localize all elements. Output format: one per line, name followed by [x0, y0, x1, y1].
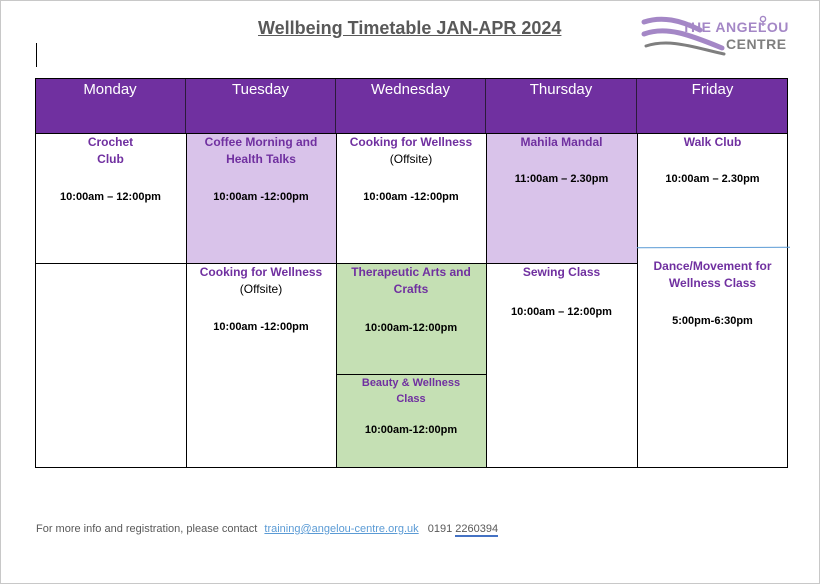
angelou-centre-logo [640, 14, 790, 58]
session-cooking-for-wellness-wed [336, 133, 486, 263]
session-name: Wellness Class [668, 276, 757, 290]
session-time: 10:00am – 2.30pm [665, 173, 760, 185]
session-name: Class [396, 393, 426, 405]
session-beauty-wellness [336, 374, 486, 468]
footer-text: For more info and registration, please contact [36, 523, 258, 535]
session-time: 10:00am-12:00pm [364, 424, 458, 436]
session-therapeutic-arts [336, 263, 486, 374]
header-monday: Monday [35, 78, 186, 133]
session-time: 10:00am – 12:00pm [60, 191, 161, 203]
session-name: Therapeutic Arts and [351, 265, 471, 279]
column-divider [637, 133, 638, 468]
session-dance-movement [637, 248, 788, 468]
column-divider [486, 133, 487, 468]
header-friday: Friday [637, 78, 788, 133]
footer-contact [36, 523, 498, 535]
logo-text-line1: THE ANGELOU [682, 19, 789, 35]
session-name: Club [97, 152, 124, 166]
table-border-top [35, 78, 788, 79]
column-divider [336, 133, 337, 468]
row-divider [336, 374, 486, 375]
page-title: Wellbeing Timetable JAN-APR 2024 [258, 18, 562, 38]
table-border-left [35, 78, 36, 468]
column-divider [186, 133, 187, 468]
session-time: 10:00am – 12:00pm [511, 306, 612, 318]
phone-prefix: 0191 [427, 523, 453, 535]
session-name: Coffee Morning and [204, 135, 318, 149]
header-divider [35, 133, 788, 134]
session-coffee-morning [186, 133, 336, 263]
logo-text-line2: CENTRE [726, 36, 787, 52]
session-time: 10:00am -12:00pm [363, 191, 459, 203]
table-border-bottom [35, 467, 788, 468]
session-time: 10:00am -12:00pm [213, 191, 309, 203]
session-name: Crochet [87, 135, 134, 149]
text-cursor [36, 43, 37, 67]
session-name: Mahila Mandal [520, 135, 603, 149]
session-note: (Offsite) [389, 152, 433, 166]
session-name: Crafts [393, 282, 429, 296]
phone-number: 2260394 [455, 523, 499, 535]
session-time: 10:00am-12:00pm [364, 322, 458, 334]
session-name: Health Talks [226, 152, 296, 166]
session-time: 11:00am – 2.30pm [514, 173, 609, 185]
row-divider [35, 263, 637, 264]
session-name: Cooking for Wellness [349, 135, 473, 149]
session-time: 5:00pm-6:30pm [672, 315, 753, 327]
session-walk-club [637, 133, 788, 248]
timetable [35, 78, 788, 468]
session-sewing-class [486, 263, 637, 468]
session-name: Beauty & Wellness [361, 377, 461, 389]
header-tuesday: Tuesday [186, 78, 336, 133]
session-mahila-mandal [486, 133, 637, 263]
contact-email-link[interactable]: training@angelou-centre.org.uk [264, 523, 419, 535]
session-name: Walk Club [683, 135, 742, 149]
header-wednesday: Wednesday [336, 78, 486, 133]
session-note: (Offsite) [239, 282, 283, 296]
contact-phone [428, 523, 498, 535]
session-time: 10:00am -12:00pm [213, 321, 309, 333]
session-cooking-for-wellness-tue [186, 263, 336, 468]
table-border-right [787, 78, 788, 468]
session-crochet-club [35, 133, 186, 263]
header-thursday: Thursday [486, 78, 637, 133]
session-name: Sewing Class [522, 265, 601, 279]
session-name: Dance/Movement for [653, 259, 772, 273]
session-name: Cooking for Wellness [199, 265, 323, 279]
